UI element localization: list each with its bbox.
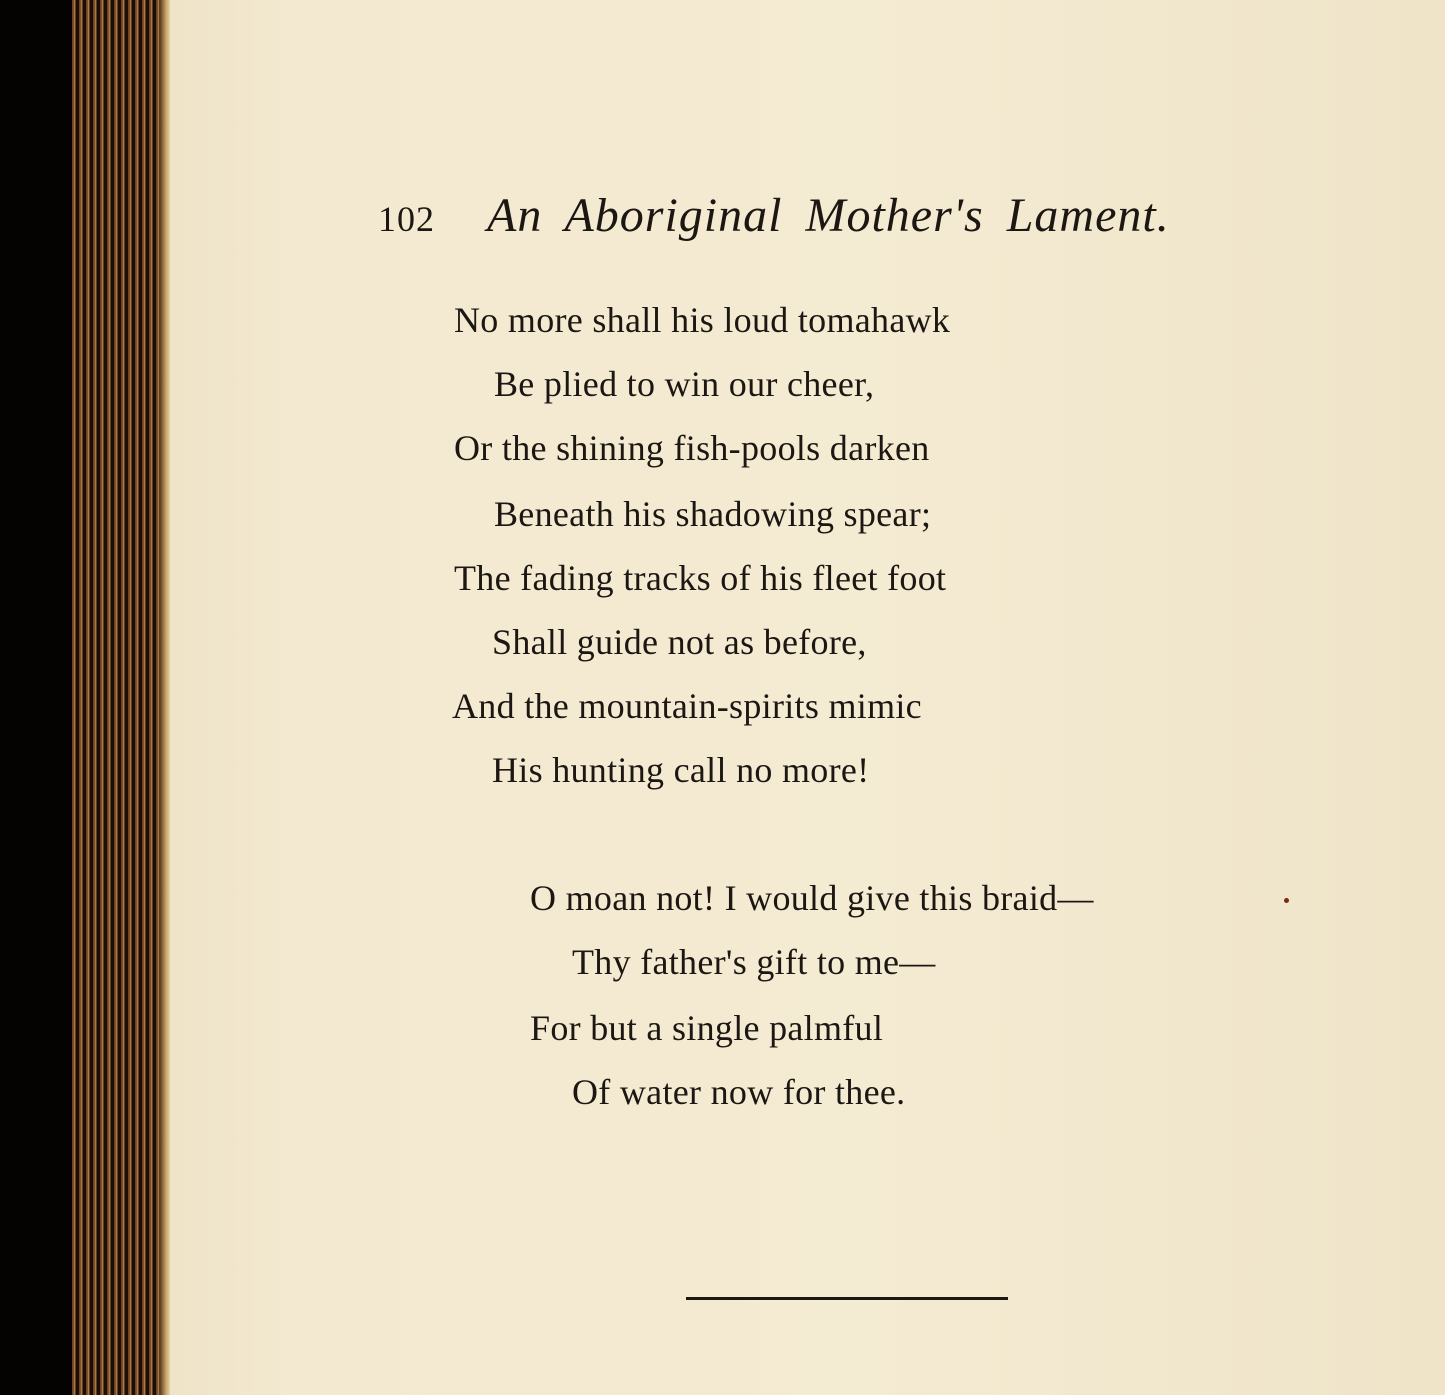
poem-line: For but a single palmful	[530, 1008, 884, 1048]
poem-line: O moan not! I would give this braid—	[530, 878, 1094, 918]
poem-line: Of water now for thee.	[572, 1072, 906, 1112]
poem-line: The fading tracks of his fleet foot	[454, 558, 947, 598]
page-gutter	[160, 0, 170, 1395]
poem-line: Shall guide not as before,	[492, 622, 867, 662]
page-header	[378, 188, 1170, 248]
poem-line: His hunting call no more!	[492, 750, 870, 790]
end-rule	[686, 1297, 1008, 1300]
poem-line: Or the shining fish-pools darken	[454, 428, 930, 468]
poem-line: Be plied to win our cheer,	[494, 364, 875, 404]
poem-line: Beneath his shadowing spear;	[494, 494, 932, 534]
poem-line: No more shall his loud tomahawk	[454, 300, 951, 340]
book-cover-shadow	[0, 0, 72, 1395]
page-number: 102	[378, 199, 435, 239]
poem-line: Thy father's gift to me—	[572, 942, 936, 982]
running-title: An Aboriginal Mother's Lament.	[487, 189, 1170, 242]
ink-speck	[1284, 898, 1289, 903]
poem-line: And the mountain-spirits mimic	[452, 686, 922, 726]
